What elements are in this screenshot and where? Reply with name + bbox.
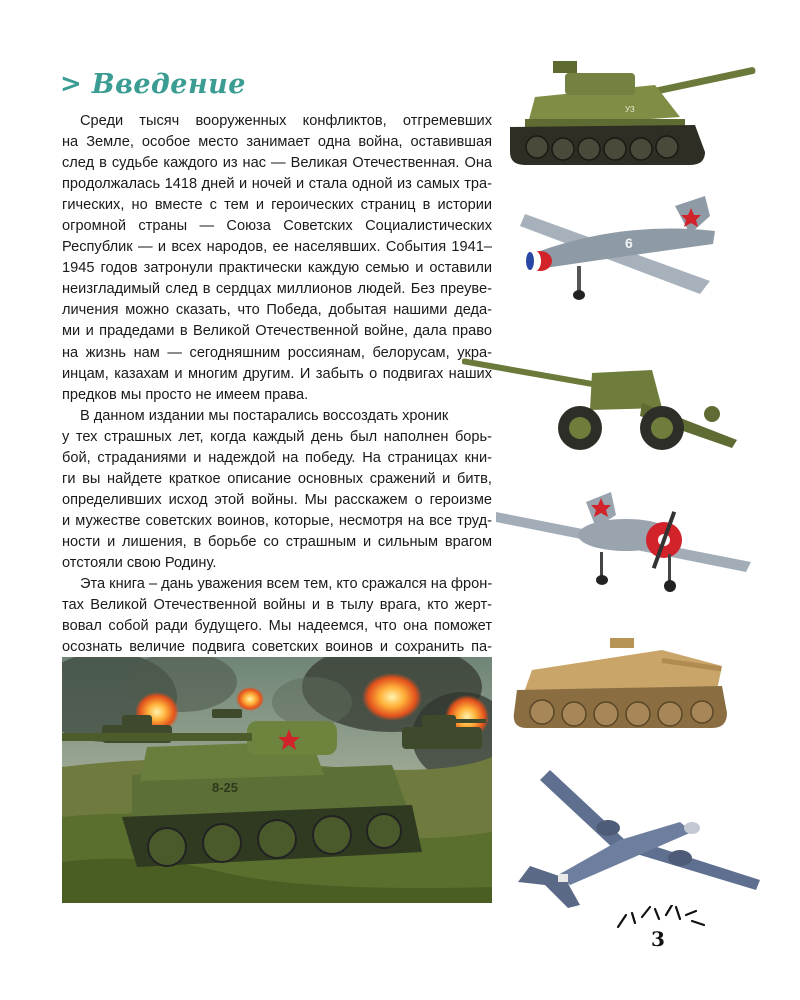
text-line: предков мы просто не имеем права. <box>62 386 309 403</box>
i-16-fighter-plane-illustration <box>496 490 756 600</box>
german-bomber-plane-illustration <box>510 770 760 910</box>
text-line: на жизнь нам — сегодняшним россиянам, белорусам, укра- <box>62 344 492 361</box>
hetzer-tank-destroyer-illustration <box>512 628 734 730</box>
section-heading <box>60 64 246 104</box>
text-line: бой, страданиями и надеждой на победу. На страницах кни- <box>62 449 492 466</box>
plane-number: 6 <box>625 235 633 251</box>
page-number: 3 <box>651 927 665 951</box>
text-line: вовал собой ради будущего. Мы надеемся, что она поможет <box>62 618 492 635</box>
text-line: Среди тысяч вооруженных конфликтов, отгремевших <box>80 113 492 129</box>
text-line: гических, но вместе с тем и героических страниц в истории <box>62 197 492 214</box>
text-line: определивших исход этой войны. Мы расскажем о героизме <box>62 491 492 508</box>
text-line: и мужестве советских воинов, которые, несмотря на все труд- <box>62 512 492 529</box>
text-line: неизгладимый след в сердцах миллионов людей. Без преуве- <box>62 281 492 298</box>
page-number-badge <box>608 905 708 960</box>
zis-3-field-gun-illustration <box>462 348 742 466</box>
text-line: ги вы найдете краткое описание основных сражений и битв, <box>62 470 492 487</box>
text-line: отстояли свою Родину. <box>62 554 217 571</box>
intro-text <box>62 111 492 721</box>
text-line: личения можно сказать, что Победа, добытая нашими деда- <box>62 302 492 319</box>
chevron-right-icon: > <box>60 69 82 99</box>
su-152-tank-illustration <box>505 57 760 167</box>
text-line: Эта книга – дань уважения всем тем, кто сражался на фрон- <box>80 576 493 593</box>
text-line: тах Великой Отечественной войны и в тылу врага, кто жерт- <box>62 597 492 614</box>
text-line: В данном издании мы постарались воссоздать хроник <box>80 407 449 424</box>
tank-number: 8-25 <box>212 780 239 795</box>
text-line: ми и прадедами в Великой Отечественной войне, дала право <box>62 323 492 340</box>
text-line: ности и лишения, в борьбе со страшным и сильным врагом <box>62 533 492 550</box>
battle-scene-illustration <box>62 657 492 903</box>
text-line: продолжалась 1418 дней и ночей и стала одной из самых тра- <box>62 176 492 193</box>
svg-text:УЗ: УЗ <box>625 105 635 114</box>
yak-fighter-plane-illustration <box>515 186 715 306</box>
text-line: 1945 годов затронули практически каждую семью и оставили <box>62 260 492 277</box>
text-line: у тех страшных лет, когда каждый день был наполнен борь- <box>62 428 492 445</box>
text-line: осознать величие подвига советских воинов и сохранить па- <box>62 639 492 656</box>
text-line: инцам, казахам и многим другим. И забыть о подвигах наших <box>62 365 492 382</box>
text-line: на Земле, особое место занимает одна война, оставившая <box>62 134 492 151</box>
text-line: след в судьбе каждого из нас — Великая Отечественная. Она <box>62 155 492 172</box>
text-line: огромной страны — Союза Советских Социалистических <box>62 218 492 235</box>
text-line: Республик — и всех народов, ее населявших. События 1941– <box>62 239 492 256</box>
page-title: Введение <box>91 68 246 100</box>
